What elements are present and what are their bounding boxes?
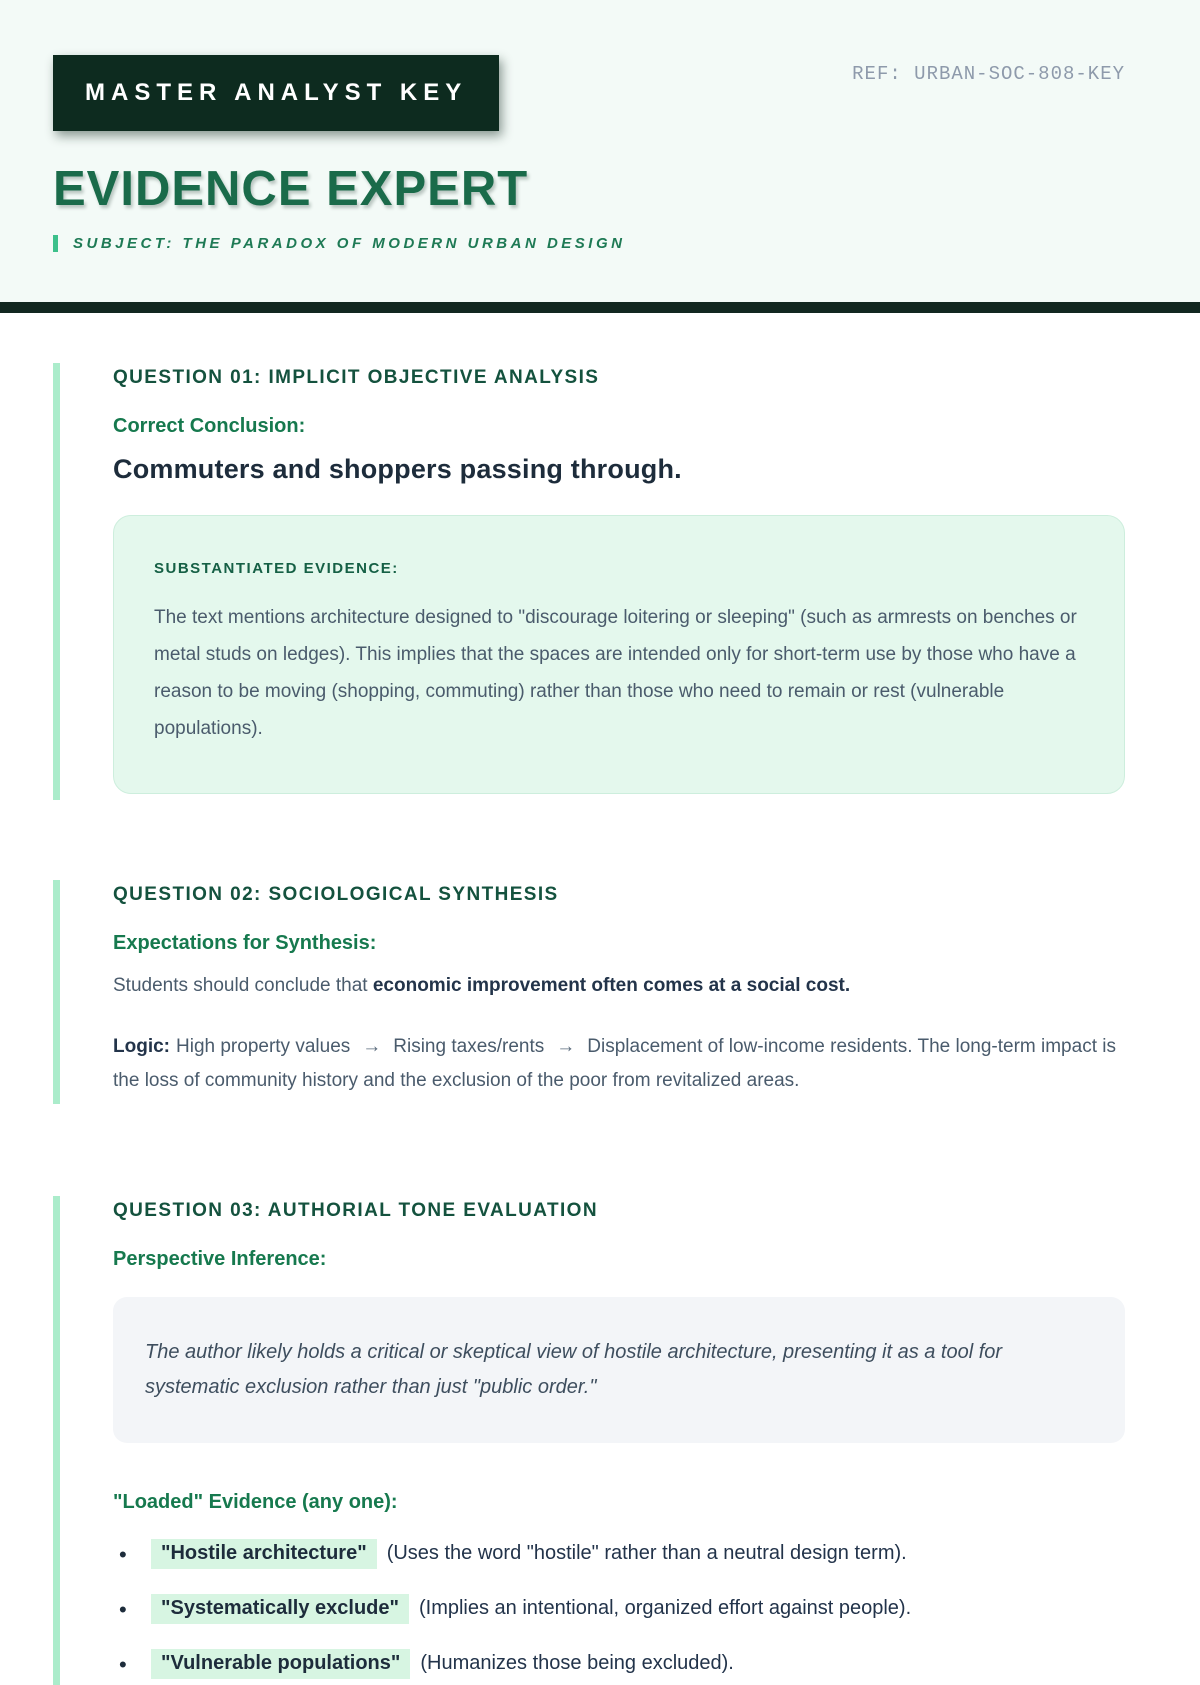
logic-conclusion-text: The long-term impact is the loss of community history and the exclusion of the poor from revitalized areas.	[113, 1035, 1116, 1091]
synthesis-expectation-text	[113, 971, 1125, 1001]
loaded-evidence-label: "Loaded" Evidence (any one):	[113, 1490, 398, 1513]
question-03-heading: QUESTION 03: AUTHORIAL TONE EVALUATION	[113, 1199, 598, 1221]
question-03-section	[53, 1196, 1125, 1685]
logic-step-1: High property values	[176, 1035, 351, 1057]
evidence-box-text: The text mentions architecture designed to "discourage loitering or sleeping" (such as armrests on benches or metal studs on ledges). This implies that the spaces are intended only for short-term use by those who have a reason to be moving (shopping, commuting) rather than those who need to remain or rest (vulnerable populations).	[154, 607, 1077, 740]
question-01-section	[53, 363, 1125, 800]
loaded-evidence-item	[113, 1593, 1125, 1624]
evidence-box-label: SUBSTANTIATED EVIDENCE:	[154, 560, 399, 577]
conclusion-text: Commuters and shoppers passing through.	[113, 454, 682, 484]
logic-step-3: Displacement of low-income residents.	[587, 1035, 913, 1057]
highlighted-term: "Vulnerable populations"	[151, 1649, 410, 1679]
synthesis-lead-text: Students should conclude that	[113, 975, 373, 997]
logic-label: Logic:	[113, 1035, 170, 1057]
reference-code: REF: URBAN-SOC-808-KEY	[852, 63, 1125, 85]
master-analyst-key-badge: MASTER ANALYST KEY	[53, 55, 499, 131]
right-arrow-icon: →	[362, 1035, 382, 1057]
perspective-inference-label: Perspective Inference:	[113, 1247, 327, 1270]
correct-conclusion-label: Correct Conclusion:	[113, 415, 306, 437]
subject-line: SUBJECT: THE PARADOX OF MODERN URBAN DESIGN	[53, 235, 1125, 252]
document-body	[0, 313, 1200, 1685]
highlighted-term: "Systematically exclude"	[151, 1594, 409, 1624]
loaded-evidence-item	[113, 1648, 1125, 1679]
inference-text: The author likely holds a critical or skeptical view of hostile architecture, presenting it as a tool for systematic exclusion rather than just "public order."	[145, 1340, 1003, 1398]
expectations-label: Expectations for Synthesis:	[113, 932, 377, 955]
header-top-row	[53, 55, 1125, 131]
right-arrow-icon: →	[556, 1035, 576, 1057]
question-01-heading: QUESTION 01: IMPLICIT OBJECTIVE ANALYSIS	[113, 367, 600, 388]
term-explanation: (Uses the word "hostile" rather than a neutral design term).	[386, 1541, 907, 1564]
logic-step-2: Rising taxes/rents	[393, 1035, 545, 1057]
synthesis-bold-text: economic improvement often comes at a social cost.	[372, 975, 851, 997]
logic-chain-text	[113, 1030, 1125, 1098]
inference-quote-box	[113, 1297, 1125, 1443]
highlighted-term: "Hostile architecture"	[151, 1539, 377, 1569]
loaded-evidence-list	[113, 1538, 1125, 1679]
term-explanation: (Implies an intentional, organized effort against people).	[418, 1596, 912, 1619]
header-divider	[0, 302, 1200, 313]
question-02-heading: QUESTION 02: SOCIOLOGICAL SYNTHESIS	[113, 884, 559, 906]
question-02-section	[53, 880, 1125, 1104]
page-title: EVIDENCE EXPERT	[53, 162, 529, 216]
substantiated-evidence-box	[113, 515, 1125, 794]
term-explanation: (Humanizes those being excluded).	[420, 1651, 734, 1674]
loaded-evidence-item	[113, 1538, 1125, 1569]
document-header	[0, 0, 1200, 302]
